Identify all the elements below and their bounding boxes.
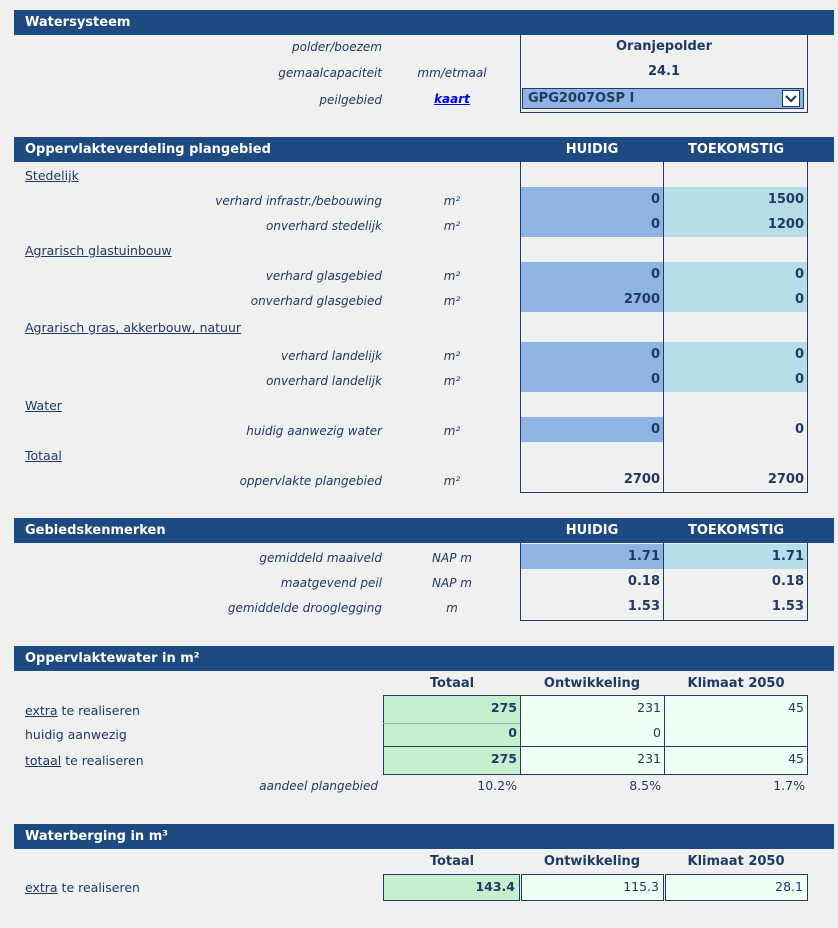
water-totaal-klimaat: 45 — [788, 751, 804, 766]
water-title: Oppervlaktewater in m² — [25, 651, 200, 666]
peilgebied-select[interactable] — [522, 88, 804, 109]
huidig-cell: 0 — [520, 187, 664, 212]
kaart-link[interactable]: kaart — [434, 92, 470, 106]
row-label: verhard landelijk — [281, 349, 382, 363]
toekomstig-cell: 1500 — [664, 187, 808, 212]
row-unit: m² — [443, 349, 461, 363]
berging-extra-klimaat: 28.1 — [775, 879, 803, 894]
berging-extra-totaal: 143.4 — [475, 879, 515, 894]
huidig-cell: 0 — [520, 417, 664, 442]
huidig-cell: 0.18 — [627, 574, 660, 589]
extra-word[interactable]: extra — [25, 880, 58, 895]
toekomstig-cell: 0.18 — [771, 574, 804, 589]
berging-header — [14, 824, 834, 849]
section-water[interactable]: Water — [25, 398, 62, 413]
section-stedelijk[interactable]: Stedelijk — [25, 168, 79, 183]
water-totaal-ontwikkeling: 231 — [637, 751, 661, 766]
row-label: onverhard glasgebied — [250, 294, 382, 308]
huidig-cell: 0 — [520, 367, 664, 392]
aandeel-ontwikkeling: 8.5% — [629, 778, 661, 793]
col-klimaat: Klimaat 2050 — [687, 676, 785, 691]
extra-label — [25, 703, 140, 718]
huidig-label: huidig aanwezig — [25, 727, 127, 742]
extra-rest: te realiseren — [57, 703, 140, 718]
toekomstig-cell: 0 — [664, 262, 808, 287]
water-huidig-klimaat — [665, 722, 807, 744]
row-unit: m² — [443, 194, 461, 208]
toekomstig-cell: 1.71 — [664, 544, 808, 569]
totaal-word[interactable]: totaal — [25, 753, 62, 768]
divider — [520, 162, 521, 493]
col-klimaat: Klimaat 2050 — [687, 854, 785, 869]
huidig-cell: 0 — [520, 212, 664, 237]
huidig-cell: 0 — [520, 342, 664, 367]
row-unit: m² — [443, 269, 461, 283]
section-gras[interactable]: Agrarisch gras, akkerbouw, natuur — [25, 320, 242, 335]
water-huidig-totaal: 0 — [508, 725, 517, 740]
col-totaal: Totaal — [429, 854, 475, 869]
row-unit: m² — [443, 294, 461, 308]
divider — [807, 543, 808, 621]
peilgebied-select-value: GPG2007OSP I — [528, 91, 635, 106]
row-label: onverhard landelijk — [266, 374, 382, 388]
oppervlakte-title: Oppervlakteverdeling plangebied — [25, 142, 271, 157]
totaal-rest: te realiseren — [61, 753, 144, 768]
watersysteem-title: Watersysteem — [25, 15, 131, 30]
row-unit: NAP m — [432, 551, 472, 565]
divider — [663, 162, 664, 493]
berging-title: Waterberging in m³ — [25, 829, 168, 844]
huidig-cell: 2700 — [623, 472, 660, 487]
toekomstig-cell: 1.53 — [771, 599, 804, 614]
divider — [520, 620, 808, 621]
col-huidig: HUIDIG — [565, 523, 619, 538]
divider — [383, 746, 808, 747]
divider — [520, 543, 521, 621]
col-toekomstig: TOEKOMSTIG — [687, 523, 784, 538]
extra-rest: te realiseren — [57, 880, 140, 895]
row-unit: m² — [443, 424, 461, 438]
watersysteem-header — [14, 10, 834, 35]
water-extra-klimaat: 45 — [788, 700, 804, 715]
col-ontwikkeling: Ontwikkeling — [543, 854, 641, 869]
aandeel-label: aandeel plangebied — [259, 779, 378, 793]
berging-extra-ontwikkeling: 115.3 — [623, 879, 659, 894]
totaal-label — [25, 753, 144, 768]
water-header — [14, 646, 834, 671]
huidig-cell: 2700 — [520, 287, 664, 312]
row-label: onverhard stedelijk — [266, 219, 382, 233]
row-unit: m — [446, 601, 458, 615]
gemaalcapaciteit-label: gemaalcapaciteit — [278, 66, 382, 80]
berging-extra-label — [25, 880, 140, 895]
row-unit: m² — [443, 474, 461, 488]
row-label: maatgevend peil — [280, 576, 382, 590]
row-label: gemiddelde drooglegging — [227, 601, 382, 615]
water-totaal-totaal: 275 — [490, 751, 517, 766]
polder-label: polder/boezem — [292, 40, 382, 54]
toekomstig-cell: 0 — [664, 287, 808, 312]
divider — [520, 112, 808, 113]
water-extra-totaal: 275 — [490, 700, 517, 715]
aandeel-totaal: 10.2% — [477, 778, 517, 793]
row-label: verhard glasgebied — [265, 269, 382, 283]
water-huidig-ontwikkeling: 0 — [653, 725, 661, 740]
row-unit: NAP m — [432, 576, 472, 590]
aandeel-klimaat: 1.7% — [773, 778, 805, 793]
chevron-down-icon[interactable] — [782, 90, 800, 107]
toekomstig-cell: 1200 — [664, 212, 808, 237]
oppervlakte-header — [14, 137, 834, 162]
row-label: oppervlakte plangebied — [239, 474, 382, 488]
row-unit: m² — [443, 374, 461, 388]
row-label: verhard infrastr./bebouwing — [215, 194, 382, 208]
toekomstig-cell: 0 — [664, 367, 808, 392]
kaart-link-wrap — [400, 92, 504, 106]
col-totaal: Totaal — [429, 676, 475, 691]
extra-word[interactable]: extra — [25, 703, 58, 718]
section-glastuinbouw[interactable]: Agrarisch glastuinbouw — [25, 243, 172, 258]
water-extra-ontwikkeling: 231 — [637, 700, 661, 715]
row-unit: m² — [443, 219, 461, 233]
row-label: huidig aanwezig water — [246, 424, 382, 438]
col-ontwikkeling: Ontwikkeling — [543, 676, 641, 691]
gemaalcapaciteit-unit: mm/etmaal — [417, 66, 487, 80]
huidig-cell: 1.53 — [627, 599, 660, 614]
peilgebied-label: peilgebied — [319, 93, 382, 107]
divider — [663, 543, 664, 621]
gemaalcapaciteit-value: 24.1 — [647, 64, 681, 79]
gebied-title: Gebiedskenmerken — [25, 523, 166, 538]
toekomstig-cell: 0 — [664, 342, 808, 367]
toekomstig-cell: 2700 — [767, 472, 804, 487]
section-totaal[interactable]: Totaal — [25, 448, 62, 463]
huidig-cell: 1.71 — [520, 544, 664, 569]
toekomstig-cell: 0 — [794, 422, 804, 437]
gebied-header — [14, 518, 834, 543]
polder-value: Oranjepolder — [616, 39, 712, 54]
col-huidig: HUIDIG — [565, 142, 619, 157]
divider — [807, 162, 808, 493]
huidig-cell: 0 — [520, 262, 664, 287]
col-toekomstig: TOEKOMSTIG — [687, 142, 784, 157]
divider — [520, 492, 808, 493]
row-label: gemiddeld maaiveld — [259, 551, 382, 565]
